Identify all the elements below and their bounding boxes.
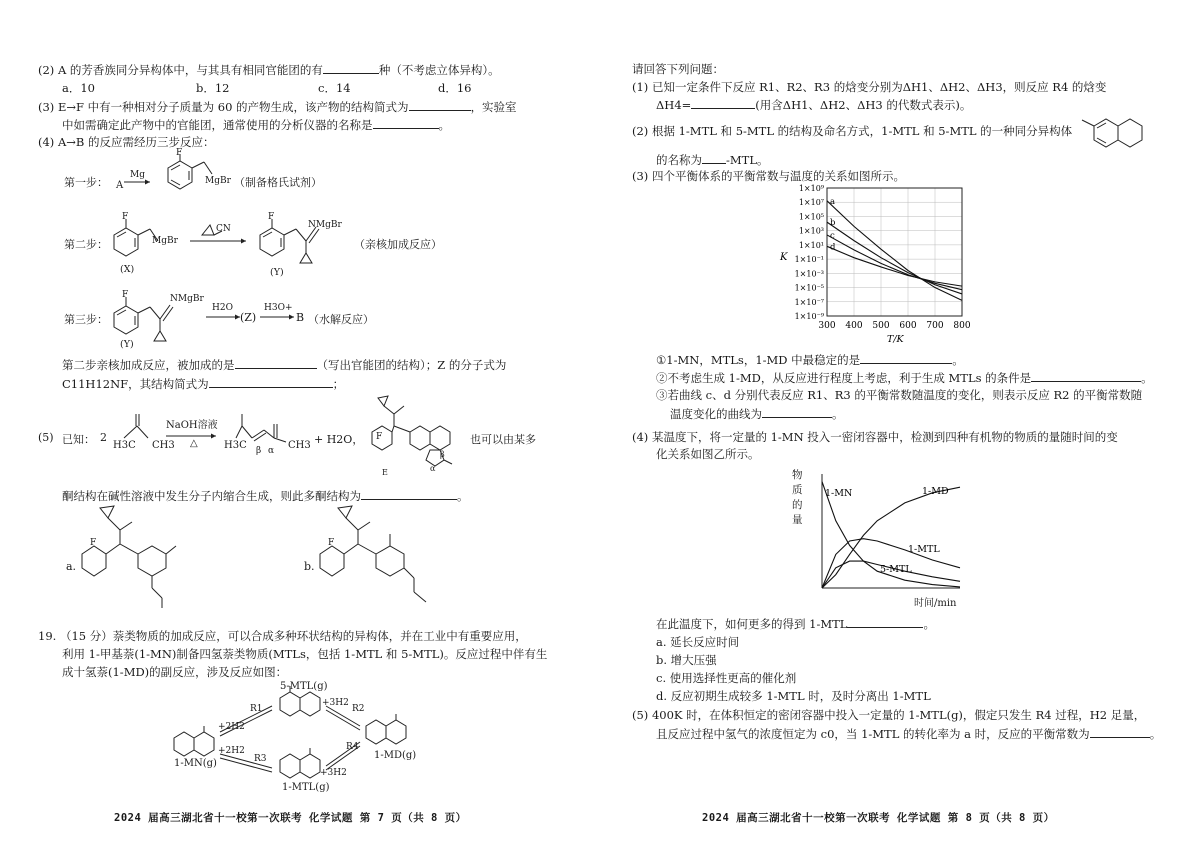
k-y-tick-label: 1×10³ bbox=[798, 226, 824, 236]
k-series-c-line bbox=[827, 235, 962, 290]
right-q3-sub3-text: 温度变化的曲线为 bbox=[670, 407, 762, 421]
left-q4-answer-line1 bbox=[62, 357, 506, 372]
left-q2-text: A 的芳香族同分异构体中，与其具有相同官能团的有 bbox=[57, 63, 323, 77]
step2-cyclopropyl bbox=[202, 225, 214, 235]
amount-series-1-MTL-label: 1-MTL bbox=[908, 544, 940, 555]
left-q2-option-c[interactable]: c．14 bbox=[318, 81, 351, 95]
left-q5-known: 已知： bbox=[62, 433, 95, 446]
scheme-r2: R2 bbox=[352, 704, 365, 714]
right-q2-num: (2) bbox=[632, 124, 649, 138]
amount-series-1-MN-label: 1-MN bbox=[825, 488, 853, 499]
scheme-h2-b: +3H2 bbox=[322, 698, 349, 708]
right-q5-line2 bbox=[656, 726, 1161, 741]
left-q5-option-a[interactable]: a. bbox=[66, 560, 77, 573]
right-q4-line3 bbox=[656, 616, 935, 631]
step2-x-mgbr: MgBr bbox=[152, 236, 178, 246]
q19-reaction-scheme bbox=[160, 682, 420, 792]
scheme-h2-a: +2H2 bbox=[218, 722, 245, 732]
left-q3-text2: 中如需确定此产物中的官能团，通常使用的分析仪器的名称是 bbox=[62, 118, 373, 132]
right-q1-blank[interactable] bbox=[691, 97, 755, 109]
scheme-1md-label: 1-MD(g) bbox=[374, 750, 417, 761]
structure-b-fluorine: F bbox=[328, 538, 335, 548]
right-q3-sub3-blank[interactable] bbox=[762, 406, 832, 418]
k-series-a-label: a bbox=[830, 196, 836, 207]
structure-e-beta: β bbox=[440, 450, 445, 459]
label-y: (Y) bbox=[270, 267, 284, 278]
right-q2-text2b: -MTL。 bbox=[726, 153, 769, 167]
right-q1-text2a: ΔH4= bbox=[656, 98, 692, 112]
left-q3-text1: E→F 中有一种相对分子质量为 60 的产物生成，该产物的结构简式为 bbox=[57, 100, 409, 114]
step3-h2o: H2O bbox=[212, 303, 233, 313]
step1-label: 第一步： bbox=[64, 176, 108, 189]
left-q4-blank2[interactable] bbox=[209, 376, 333, 388]
step3-label: 第三步： bbox=[64, 313, 108, 326]
left-q4-answer-line2 bbox=[62, 376, 344, 391]
step2-x-fluorine: F bbox=[122, 212, 129, 222]
right-q1-text2b: (用含ΔH1、ΔH2、ΔH3 的代数式表示)。 bbox=[755, 98, 972, 112]
q19-text1: （15 分）萘类物质的加成反应，可以合成多种环状结构的异构体，并在工业中有重要应用， bbox=[59, 629, 527, 643]
step3-z: (Z) bbox=[240, 311, 257, 324]
k-x-tick-label: 700 bbox=[926, 321, 944, 331]
step2-nmgbr: NMgBr bbox=[308, 220, 342, 230]
k-series-c-label: c bbox=[830, 230, 835, 241]
left-q2-option-a[interactable]: a．10 bbox=[62, 81, 95, 95]
right-q3-sub3-line2 bbox=[670, 406, 844, 421]
structure-b bbox=[314, 500, 464, 610]
k-y-tick-label: 1×10⁻⁵ bbox=[794, 283, 824, 293]
right-q4-num: (4) bbox=[632, 430, 649, 444]
step3-note: （水解反应） bbox=[308, 313, 374, 326]
right-q4-text3b: 。 bbox=[923, 617, 935, 631]
scheme-r1: R1 bbox=[250, 704, 263, 714]
left-q5-beta: β bbox=[256, 446, 262, 456]
k-x-tick-label: 300 bbox=[818, 321, 836, 331]
k-y-tick-label: 1×10⁻³ bbox=[794, 269, 824, 279]
left-q2-line bbox=[38, 62, 500, 77]
right-q4-blank[interactable] bbox=[847, 616, 923, 628]
k-chart-gridlines bbox=[827, 188, 962, 316]
left-q3-blank1[interactable] bbox=[409, 99, 471, 111]
left-q2-option-d[interactable]: d．16 bbox=[438, 81, 472, 95]
step1-reagent: Mg bbox=[130, 170, 145, 180]
step1-note: （制备格氏试剂） bbox=[234, 176, 322, 189]
right-q3-sub1-blank[interactable] bbox=[860, 352, 952, 364]
amount-series-1-MD-label: 1-MD bbox=[922, 486, 949, 497]
scheme-h2-c: +2H2 bbox=[218, 746, 245, 756]
left-q5-aldol-scheme bbox=[108, 410, 348, 460]
right-page bbox=[600, 0, 1200, 859]
scheme-1mtl-ring2 bbox=[300, 754, 320, 778]
right-q1-text1: 已知一定条件下反应 R1、R2、R3 的焓变分别为ΔH1、ΔH2、ΔH3，则反应 R4 的焓变 bbox=[651, 80, 1107, 94]
q19-line2: 利用 1-甲基萘(1-MN)制备四氢萘类物质(MTLs，包括 1-MTL 和 5-MTL)。反应过程中伴有生 bbox=[62, 647, 548, 661]
left-q2-option-b[interactable]: b．12 bbox=[196, 81, 230, 95]
step3-nmgbr: NMgBr bbox=[170, 294, 204, 304]
amount-series-5-MTL-label: 5-MTL bbox=[880, 564, 912, 575]
scheme-r3: R3 bbox=[254, 754, 267, 764]
step1-arrowhead bbox=[145, 180, 150, 185]
scheme-1mtl-ring1 bbox=[280, 754, 300, 778]
k-series-d-label: d bbox=[830, 242, 836, 253]
step3-b: B bbox=[296, 311, 305, 324]
right-q5-blank[interactable] bbox=[1090, 726, 1150, 738]
k-y-tick-label: 1×10⁹ bbox=[798, 184, 824, 193]
right-q4-option-d[interactable]: d. 反应初期生成较多 1-MTL 时，及时分离出 1-MTL bbox=[656, 689, 931, 703]
k-x-tick-label: 600 bbox=[899, 321, 917, 331]
left-q5-reagent-bottom: △ bbox=[190, 438, 198, 449]
k-y-tick-label: 1×10⁵ bbox=[798, 212, 824, 222]
amount-chart-ylabel: 物质的量 bbox=[792, 469, 803, 526]
left-q5-text2: 酮结构在碱性溶液中发生分子内缩合生成，则此多酮结构为 bbox=[62, 489, 361, 503]
k-chart-xlabel: T/K bbox=[887, 334, 904, 345]
left-q3-num: (3) bbox=[38, 100, 55, 114]
right-q3-sub2-blank[interactable] bbox=[1031, 370, 1141, 382]
amount-chart-series bbox=[822, 482, 960, 588]
step2-y-cyclopropyl bbox=[300, 253, 312, 263]
left-q4-num: (4) bbox=[38, 135, 55, 149]
scheme-5mtl-label: 5-MTL(g) bbox=[280, 681, 328, 692]
k-chart-y-ticks bbox=[795, 184, 825, 321]
left-q4-text-a1: 第二步亲核加成反应，被加成的是 bbox=[62, 358, 235, 372]
structure-e-fluorine: F bbox=[376, 432, 383, 442]
left-q3-line2 bbox=[62, 117, 450, 132]
q19-line3: 成十氢萘(1-MD)的副反应，涉及反应如图： bbox=[62, 665, 288, 679]
step1-from: A bbox=[116, 180, 124, 191]
step2-cn: CN bbox=[216, 224, 231, 234]
label-x: (X) bbox=[120, 264, 135, 275]
k-chart-x-ticks bbox=[818, 321, 970, 331]
left-q4-text-b2: ； bbox=[332, 377, 345, 391]
k-y-tick-label: 1×10⁻⁷ bbox=[794, 297, 824, 307]
right-q4-option-c[interactable]: c. 使用选择性更高的催化剂 bbox=[656, 671, 797, 685]
step1-scheme bbox=[124, 150, 244, 198]
left-q2-tail: 种（不考虑立体异构）。 bbox=[378, 63, 500, 77]
left-q2-num: (2) bbox=[38, 63, 55, 77]
left-q5-plus-water: + H2O， bbox=[314, 433, 364, 446]
scheme-1md-ring2 bbox=[386, 720, 406, 744]
structure-e-alpha: α bbox=[430, 464, 436, 473]
k-chart-frame bbox=[827, 188, 962, 316]
right-q4-text1: 某温度下，将一定量的 1-MN 投入一密闭容器中，检测到四种有机物的物质的量随时间的变 bbox=[651, 430, 1118, 444]
right-q5-line1 bbox=[632, 708, 1145, 722]
k-chart-series bbox=[827, 197, 962, 301]
right-q4-option-a[interactable]: a. 延长反应时间 bbox=[656, 635, 740, 649]
left-q4-blank1[interactable] bbox=[235, 357, 317, 369]
k-y-tick-label: 1×10⁻⁹ bbox=[794, 312, 824, 321]
scheme-5mtl-ring2 bbox=[300, 692, 320, 716]
left-q3-text2b: 。 bbox=[438, 118, 450, 132]
k-chart-ylabel: K bbox=[780, 252, 788, 263]
k-x-tick-label: 800 bbox=[953, 321, 971, 331]
left-q4-intro bbox=[38, 135, 215, 149]
step2-note: （亲核加成反应） bbox=[354, 238, 442, 251]
q19-line1 bbox=[38, 629, 527, 643]
right-q3-sub2-text: ②不考虑生成 1-MD，从反应进行程度上考虑，利于生成 MTLs 的条件是 bbox=[656, 371, 1032, 385]
right-q2-text1: 根据 1-MTL 和 5-MTL 的结构及命名方式，1-MTL 和 5-MTL 的一种同分异构体 bbox=[651, 124, 1073, 138]
right-q3-sub2 bbox=[656, 370, 1153, 385]
step1-fluorine: F bbox=[176, 148, 183, 158]
label-y2: (Y) bbox=[120, 339, 134, 350]
step1-mgbr: MgBr bbox=[205, 176, 231, 186]
right-q1-line2 bbox=[656, 97, 971, 112]
right-q3-text: 四个平衡体系的平衡常数与温度的关系如图所示。 bbox=[651, 169, 905, 183]
right-intro: 请回答下列问题： bbox=[632, 62, 724, 76]
right-q3-sub3-end: 。 bbox=[832, 407, 844, 421]
right-q4-line1 bbox=[632, 430, 1118, 444]
right-q4-option-b[interactable]: b. 增大压强 bbox=[656, 653, 717, 667]
left-q5-num: (5) bbox=[38, 431, 54, 444]
left-q2-blank[interactable] bbox=[323, 62, 379, 74]
right-q4-text3: 在此温度下，如何更多的得到 1-MTL bbox=[656, 617, 848, 631]
step3-h3o: H3O+ bbox=[264, 303, 293, 313]
step2-y-fluorine: F bbox=[268, 212, 275, 222]
structure-a-fluorine: F bbox=[90, 538, 97, 548]
left-q4-text-b1: C11H12NF，其结构简式为 bbox=[62, 377, 209, 391]
k-x-tick-label: 400 bbox=[845, 321, 863, 331]
amount-vs-time-chart bbox=[814, 470, 964, 610]
scheme-h2-d: +3H2 bbox=[320, 768, 347, 778]
right-q2-line2 bbox=[656, 152, 768, 167]
k-vs-t-chart bbox=[770, 182, 980, 352]
q19-num: 19. bbox=[38, 629, 57, 643]
left-q3-blank2[interactable] bbox=[373, 117, 439, 129]
k-series-d-line bbox=[827, 246, 962, 286]
right-q3-line bbox=[632, 169, 905, 183]
left-page bbox=[0, 0, 590, 859]
left-q5-reagent-top: NaOH溶液 bbox=[166, 420, 218, 431]
right-q2-line1 bbox=[632, 124, 1072, 138]
right-q5-text2: 且反应过程中氢气的浓度恒定为 c0，当 1-MTL 的转化率为 a 时，反应的平衡常数为 bbox=[656, 727, 1090, 741]
right-q3-num: (3) bbox=[632, 169, 649, 183]
left-q5-ch3-1: CH3 bbox=[152, 440, 175, 451]
scheme-r4: R4 bbox=[346, 742, 359, 752]
right-q5-num: (5) bbox=[632, 708, 649, 722]
k-y-tick-label: 1×10¹ bbox=[798, 240, 824, 250]
scheme-1mn-ring1 bbox=[174, 732, 194, 756]
left-q3-text1b: ，实验室 bbox=[470, 100, 517, 114]
right-q3-sub1 bbox=[656, 352, 964, 367]
k-series-b-label: b bbox=[830, 218, 836, 229]
right-q3-sub1-text: ①1-MN，MTLs，1-MD 中最稳定的是 bbox=[656, 353, 861, 367]
left-q4-text-a2: （写出官能团的结构）；Z 的分子式为 bbox=[316, 358, 507, 372]
step3-fluorine: F bbox=[122, 290, 129, 300]
left-q5-also: 也可以由某多 bbox=[470, 433, 536, 446]
structure-a bbox=[76, 500, 226, 610]
right-q3-sub1-end: 。 bbox=[952, 353, 964, 367]
right-q3-sub2-end: 。 bbox=[1141, 371, 1153, 385]
left-footer: 2024 届高三湖北省十一校第一次联考 化学试题 第 7 页（共 8 页） bbox=[114, 812, 467, 824]
amount-chart-xlabel: 时间/min bbox=[914, 598, 957, 609]
structure-e-label: E bbox=[382, 468, 388, 477]
left-q5-coef: 2 bbox=[100, 431, 107, 444]
left-q5-option-b[interactable]: b. bbox=[304, 560, 315, 573]
scheme-1mn-label: 1-MN(g) bbox=[174, 758, 217, 769]
k-x-tick-label: 500 bbox=[872, 321, 890, 331]
step2-scheme bbox=[110, 205, 370, 275]
left-q5-text2b: 。 bbox=[457, 489, 469, 503]
left-q5-ch3-2: CH3 bbox=[288, 440, 311, 451]
k-y-tick-label: 1×10⁷ bbox=[798, 198, 824, 208]
right-q4-line2: 化关系如图乙所示。 bbox=[656, 447, 760, 461]
k-y-tick-label: 1×10⁻¹ bbox=[794, 255, 824, 265]
scheme-1md-ring1 bbox=[366, 720, 386, 744]
scheme-1mtl-label: 1-MTL(g) bbox=[282, 782, 330, 793]
right-q2-text2a: 的名称为 bbox=[656, 153, 702, 167]
right-q5-text2b: 。 bbox=[1149, 727, 1162, 741]
left-q5-h3c-1: H3C bbox=[113, 440, 136, 451]
left-q4-text: A→B 的反应需经历三步反应： bbox=[57, 135, 215, 149]
left-q5-h3c-2: H3C bbox=[224, 440, 247, 451]
right-q3-sub3-line1: ③若曲线 c、d 分别代表反应 R1、R3 的平衡常数随温度的变化，则表示反应 R2 的平衡常数随 bbox=[656, 388, 1143, 402]
left-q3-line1 bbox=[38, 99, 517, 114]
scheme-1mn-ring2 bbox=[194, 732, 214, 756]
step2-label: 第二步： bbox=[64, 238, 108, 251]
scheme-5mtl-ring1 bbox=[280, 692, 300, 716]
right-q2-isomer-structure bbox=[1080, 108, 1150, 152]
right-q1-line1 bbox=[632, 80, 1106, 94]
right-footer: 2024 届高三湖北省十一校第一次联考 化学试题 第 8 页（共 8 页） bbox=[702, 812, 1055, 824]
left-q5-alpha: α bbox=[268, 446, 275, 456]
right-q2-blank[interactable] bbox=[702, 152, 726, 164]
right-q1-num: (1) bbox=[632, 80, 649, 94]
left-q5-blank[interactable] bbox=[361, 488, 457, 500]
right-q5-text1: 400K 时，在体积恒定的密闭容器中投入一定量的 1-MTL(g)，假定只发生 R4 过程，H2 足量， bbox=[651, 708, 1146, 722]
